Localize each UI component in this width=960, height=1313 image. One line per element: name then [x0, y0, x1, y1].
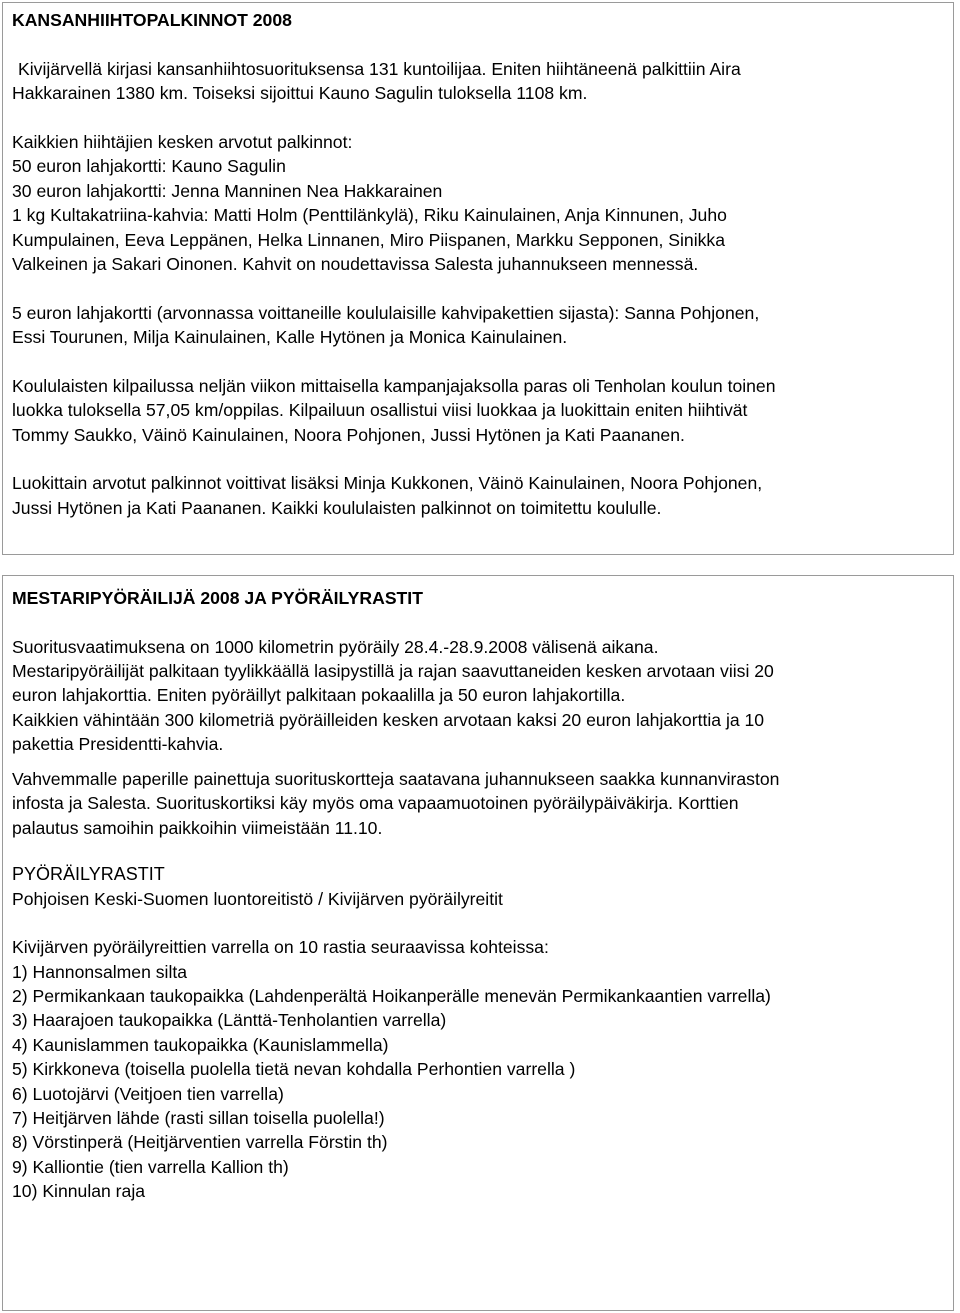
checkpoint-item: 6) Luotojärvi (Veitjoen tien varrella): [12, 1084, 284, 1104]
prizes-line: Kaikkien hiihtäjien kesken arvotut palkinnot:: [12, 132, 353, 152]
class-prizes-line: Jussi Hytönen ja Kati Paananen. Kaikki koululaisten palkinnot on toimitettu koululle.: [12, 498, 662, 518]
checkpoint-item: 3) Haarajoen taukopaikka (Länttä-Tenholantien varrella): [12, 1010, 447, 1030]
checkpoint-item: 4) Kaunislammen taukopaikka (Kaunislammella): [12, 1035, 389, 1055]
route-subtitle: Pohjoisen Keski-Suomen luontoreitistö / Kivijärven pyöräilyreitit: [12, 889, 503, 909]
school-competition-line: Tommy Saukko, Väinö Kainulainen, Noora Pohjonen, Jussi Hytönen ja Kati Paananen.: [12, 425, 685, 445]
school-competition-line: luokka tuloksella 57,05 km/oppilas. Kilpailuun osallistui viisi luokkaa ja luokittain eniten hiihtivät: [12, 400, 748, 420]
requirements-line: Mestaripyöräilijät palkitaan tyylikkäällä lasipystillä ja rajan saavuttaneiden kesken arvotaan viisi 20: [12, 661, 774, 681]
checkpoint-item: 8) Vörstinperä (Heitjärventien varrella Förstin th): [12, 1132, 388, 1152]
cards-line: infosta ja Salesta. Suorituskortiksi käy myös oma vapaamuotoinen pyöräilypäiväkirja. Korttien: [12, 793, 739, 813]
school-prize-line: Essi Tourunen, Milja Kainulainen, Kalle Hytönen ja Monica Kainulainen.: [12, 327, 568, 347]
prizes-line: 30 euron lahjakortti: Jenna Manninen Nea Hakkarainen: [12, 181, 443, 201]
checkpoint-item: 9) Kalliontie (tien varrella Kallion th): [12, 1157, 289, 1177]
intro-line: Hakkarainen 1380 km. Toiseksi sijoittui Kauno Sagulin tuloksella 1108 km.: [12, 83, 588, 103]
cards-line: Vahvemmalle paperille painettuja suorituskortteja saatavana juhannukseen saakka kunnanviraston: [12, 769, 780, 789]
prizes-line: Kumpulainen, Eeva Leppänen, Helka Linnanen, Miro Piispanen, Markku Sepponen, Sinikka: [12, 230, 726, 250]
section-heading-cycling: MESTARIPYÖRÄILIJÄ 2008 JA PYÖRÄILYRASTIT: [12, 588, 423, 608]
requirements-line: Suoritusvaatimuksena on 1000 kilometrin pyöräily 28.4.-28.9.2008 välisenä aikana.: [12, 637, 659, 657]
school-prize-line: 5 euron lahjakortti (arvonnassa voittaneille koululaisille kahvipakettien sijasta): Sanna Pohjonen,: [12, 303, 760, 323]
requirements-line: Kaikkien vähintään 300 kilometriä pyöräilleiden kesken arvotaan kaksi 20 euron lahjakorttia ja 10: [12, 710, 765, 730]
section-heading-skiing: KANSANHIIHTOPALKINNOT 2008: [12, 10, 292, 30]
intro-line: Kivijärvellä kirjasi kansanhiihtosuorituksensa 131 kuntoilijaa. Eniten hiihtäneenä palkittiin Aira: [18, 59, 741, 79]
route-intro: Kivijärven pyöräilyreittien varrella on 10 rastia seuraavissa kohteissa:: [12, 937, 549, 957]
cards-line: palautus samoihin paikkoihin viimeistään 11.10.: [12, 818, 383, 838]
school-competition-line: Koululaisten kilpailussa neljän viikon mittaisella kampanjajaksolla paras oli Tenholan koulun toinen: [12, 376, 776, 396]
prizes-line: Valkeinen ja Sakari Oinonen. Kahvit on noudettavissa Salesta juhannukseen mennessä.: [12, 254, 699, 274]
checkpoint-item: 1) Hannonsalmen silta: [12, 962, 188, 982]
checkpoint-item: 5) Kirkkoneva (toisella puolella tietä nevan kohdalla Perhontien varrella ): [12, 1059, 576, 1079]
checkpoint-item: 2) Permikankaan taukopaikka (Lahdenperältä Hoikanperälle menevän Permikankaantien varrella): [12, 986, 771, 1006]
prizes-line: 1 kg Kultakatriina-kahvia: Matti Holm (Penttilänkylä), Riku Kainulainen, Anja Kinnunen, Juho: [12, 205, 727, 225]
subheading-cycling-checkpoints: PYÖRÄILYRASTIT: [12, 864, 165, 884]
class-prizes-line: Luokittain arvotut palkinnot voittivat lisäksi Minja Kukkonen, Väinö Kainulainen, Noora Pohjonen,: [12, 473, 763, 493]
requirements-line: euron lahjakorttia. Eniten pyöräillyt palkitaan pokaalilla ja 50 euron lahjakortilla.: [12, 685, 626, 705]
checkpoint-item: 10) Kinnulan raja: [12, 1181, 146, 1201]
checkpoint-item: 7) Heitjärven lähde (rasti sillan toisella puolella!): [12, 1108, 385, 1128]
requirements-line: pakettia Presidentti-kahvia.: [12, 734, 224, 754]
prizes-line: 50 euron lahjakortti: Kauno Sagulin: [12, 156, 286, 176]
